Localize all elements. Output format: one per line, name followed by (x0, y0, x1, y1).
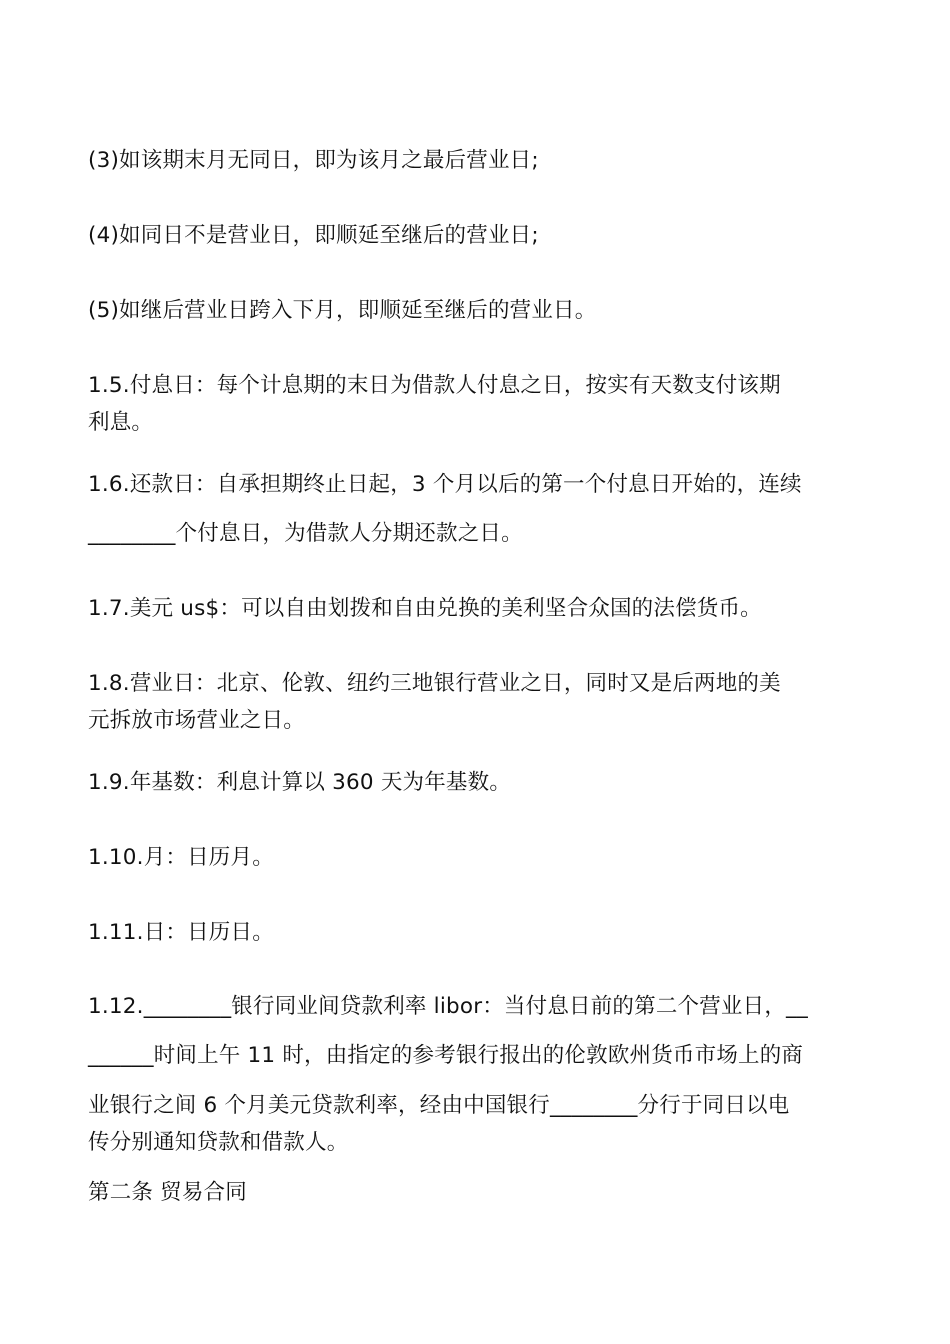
clause-text-line: 1.10.月：日历月。 (88, 845, 274, 870)
clause-text-line: 1.9.年基数：利息计算以 360 天为年基数。 (88, 770, 512, 795)
clause-text-line: 1.6.还款日：自承担期终止日起，3 个月以后的第一个付息日开始的，连续 (88, 472, 802, 497)
clause-text-line: 利息。 (88, 410, 154, 435)
clause-text-line: 1.11.日：日历日。 (88, 920, 274, 945)
clause-text-line: 1.7.美元 us$：可以自由划拨和自由兑换的美利坚合众国的法偿货币。 (88, 596, 762, 621)
clause-text-line: 1.5.付息日：每个计息期的末日为借款人付息之日，按实有天数支付该期 (88, 373, 781, 398)
clause-text-line: (3)如该期末月无同日，即为该月之最后营业日; (88, 148, 539, 173)
clause-text-line: ______时间上午 11 时，由指定的参考银行报出的伦敦欧州货币市场上的商 (88, 1043, 804, 1068)
clause-text-line: ________个付息日，为借款人分期还款之日。 (88, 521, 523, 546)
clause-text-line: 1.12.________银行同业间贷款利率 libor：当付息日前的第二个营业日，__ (88, 994, 808, 1019)
section-heading: 第二条 贸易合同 (88, 1180, 247, 1205)
clause-text-line: 元拆放市场营业之日。 (88, 708, 306, 733)
clause-text-line: (4)如同日不是营业日，即顺延至继后的营业日; (88, 223, 539, 248)
clause-text-line: (5)如继后营业日跨入下月，即顺延至继后的营业日。 (88, 298, 597, 323)
clause-text-line: 1.8.营业日：北京、伦敦、纽约三地银行营业之日，同时又是后两地的美 (88, 671, 781, 696)
clause-text-line: 传分别通知贷款和借款人。 (88, 1130, 349, 1155)
clause-text-line: 业银行之间 6 个月美元贷款利率，经由中国银行________分行于同日以电 (88, 1093, 790, 1118)
